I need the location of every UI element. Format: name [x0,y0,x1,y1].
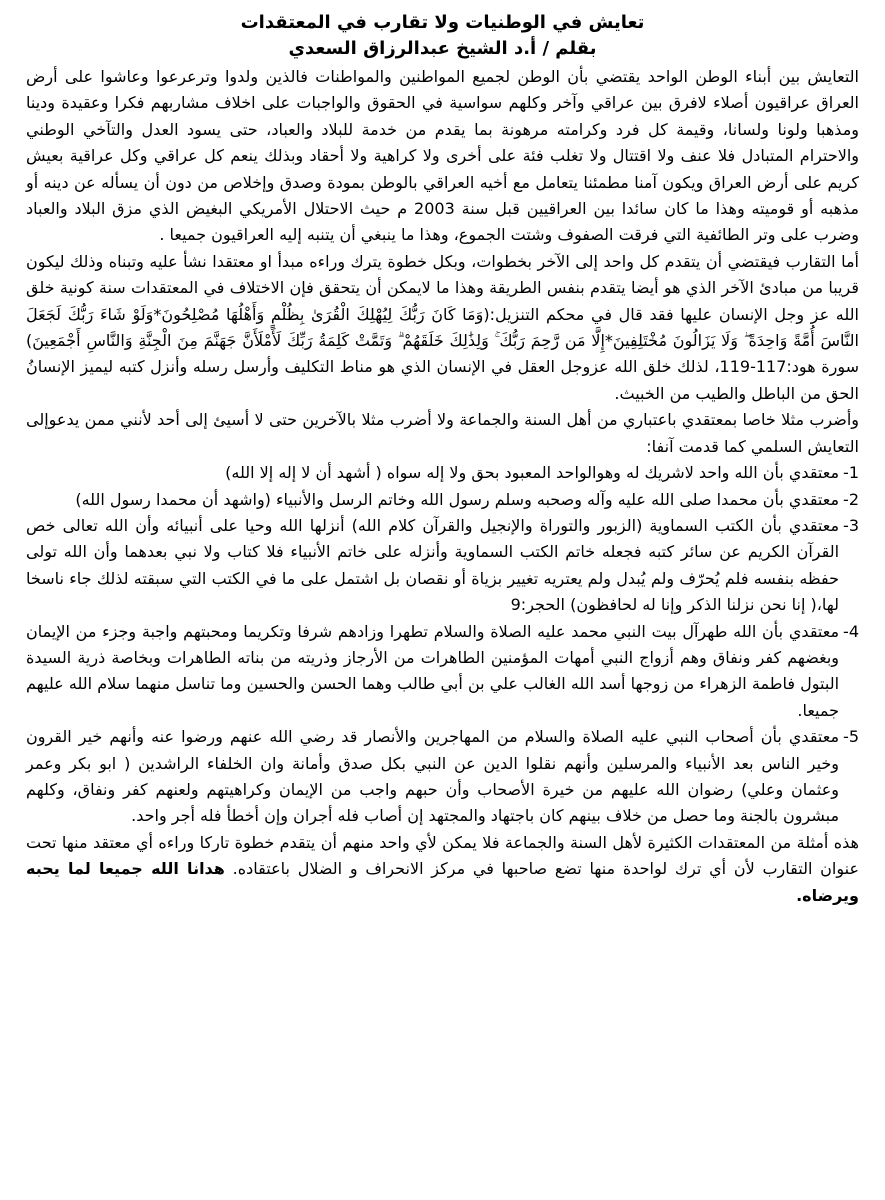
conclusion-text: هذه أمثلة من المعتقدات الكثيرة لأهل السنة والجماعة فلا يمكن لأي واحد منهم أن يتقدم خطوة تاركا وراءه أي معتقد منها تحت عنوان التقارب لأن أي ترك لواحدة منها تضع صاحبها في مركز الانحراف و الضلال باعتقاده. [26,832,859,879]
taqarub-paragraph: أما التقارب فيقتضي أن يتقدم كل واحد إلى الآخر بخطوات، وبكل خطوة يترك وراءه مبدأ او معتقدا نشأ عليه وتبناه وذلك ليكون قريبا من مبادئ الآخر الذي هو أيضا يتقدم بنفس الطريقة وهذا ما لايمكن أن يتحقق فإن الاختلاف في المعتقدات سنة كونية خلق الله عز وجل الإنسان عليها فقد قال في محكم التنزيل:(وَمَا كَانَ رَبُّكَ لِيُهْلِكَ الْقُرَىٰ بِظُلْمٍ وَأَهْلُهَا مُصْلِحُونَ*وَلَوْ شَاءَ رَبُّكَ لَجَعَلَ النَّاسَ أُمَّةً وَاحِدَةً ۖ وَلَا يَزَالُونَ مُخْتَلِفِينَ*إِلَّا مَن رَّحِمَ رَبُّكَ ۚ وَلِذَٰلِكَ خَلَقَهُمْ ۗ وَتَمَّتْ كَلِمَةُ رَبِّكَ لَأَمْلَأَنَّ جَهَنَّمَ مِنَ الْجِنَّةِ وَالنَّاسِ أَجْمَعِينَ) سورة هود:117-119، لذلك خلق الله عزوجل العقل في الإنسان الذي هو مناط التكليف وأرسل رسله وأنزل كتبه ليميز الإنسانُ الحق من الباطل والطيب من الخبيث. [26,251,860,403]
beliefs-list [26,460,859,830]
belief-text: معتقدي بأن الله واحد لاشريك له وهوالواحد المعبود بحق ولا إله سواه ( أشهد أن لا إله إلا الله) [225,463,840,483]
belief-item-2 [26,487,859,513]
belief-text: معتقدي بأن الكتب السماوية (الزبور والتوراة والإنجيل والقرآن كلام الله) أنزلها الله وحيا على أنبيائه وأن الله تعالى خص القرآن الكريم عن سائر كتبه فجعله خاتم الكتب السماوية وأنزله على خاتم الأنبياء فلا كتاب ولا نبي بعدهما وأن الله تولى حفظه بنفسه فلم يُحرّف ولم يُبدل ولم يعتريه تغيير بزياة أو نقصان بل اشتمل على ما في الكتب التي سبقته لذلك جاء ناسخا لها،( إنا نحن نزلنا الذكر وإنا له لحافظون) الحجر:9 [26,515,840,615]
article-title: تعايش في الوطنيات ولا تقارب في المعتقدات [240,12,645,33]
belief-number: 1- [843,463,859,483]
intro-paragraph: التعايش بين أبناء الوطن الواحد يقتضي بأن الوطن لجميع المواطنين والمواطنات فالذين ولدوا وترعرعوا وعاشوا على أرض العراق عراقيون أصلاء لافرق بين عراقي وآخر وكلهم سواسية في الحقوق والواجبات على اخلاف مشاربهم فكرا وعقيدة ودينا ومذهبا ولونا ولسانا، وقيمة كل فرد وكرامته مرهونة بما يقدم من خدمة للبلاد والعباد، حتى يسود العدل والتآخي الوطني والاحترام المتبادل فلا عنف ولا اقتتال ولا تغلب فئة على أخرى ولا كراهية ولا أحقاد وبذلك ينعم كل عراقي وكل عراقية بعيش كريم على أرض العراق ويكون آمنا مطمئنا يتعامل مع أخيه العراقي بالوطن بمودة وصدق وإخلاص من دون أن يسأله عن دينه أو مذهبه أو قوميته وهذا ما كان سائدا بين العراقيين قبل سنة 2003 م حيث الاحتلال الأمريكي البغيض الذي مزق البلاد والعباد وضرب على وتر الطائفية التي فرقت الصفوف وشتت الجموع، وهذا ما ينبغي أن يتنبه إليه العراقيون جميعا . [26,67,859,245]
belief-item-3 [26,513,859,619]
belief-number: 5- [843,727,859,747]
belief-number: 4- [843,621,859,641]
belief-item-5 [26,724,859,830]
conclusion-paragraph [26,830,859,909]
belief-number: 2- [843,489,859,509]
example-intro-paragraph: وأضرب مثلا خاصا بمعتقدي باعتباري من أهل السنة والجماعة ولا أضرب مثلا بالآخرين حتى لا أسيئ إلى أحد لأنني ممن يدعوإلى التعايش السلمي كما قدمت آنفا: [26,410,859,456]
belief-item-4 [26,619,859,725]
closing-prayer: هدانا الله جميعا لما يحبه ويرضاه. [26,859,859,905]
belief-number: 3- [843,515,859,535]
article-body [26,64,859,909]
belief-text: معتقدي بأن محمدا صلى الله عليه وآله وصحبه وسلم رسول الله وخاتم الرسل والأنبياء (واشهد أن محمدا رسول الله) [75,489,840,509]
belief-item-1 [26,460,859,486]
author-byline: بقلم / أ.د الشيخ عبدالرزاق السعدي [288,38,597,59]
belief-text: معتقدي بأن الله طهرآل بيت النبي محمد عليه الصلاة والسلام تطهرا وزادهم شرفا وتكريما ومحبتهم واجبة وجزء من الإيمان وبغضهم كفر ونفاق وهم أزواج النبي أمهات المؤمنين الطاهرات من الأرجاز وذريته من بناته الطاهرات وبخاصة ذرية السيدة البتول فاطمة الزهراء من زوجها أسد الله الغالب علي بن أبي طالب وهما الحسن والحسين وما تناسل منهما سلام الله عليهم جميعا. [26,621,840,720]
belief-text: معتقدي بأن أصحاب النبي عليه الصلاة والسلام من المهاجرين والأنصار قد رضي الله عنهم ورضوا عنه وأنهم خير القرون وخير الناس بعد الأنبياء والمرسلين وأنهم نقلوا الدين عن النبي بكل صدق وأمانة وان الخلفاء الراشدين ( ابو بكر وعمر وعثمان وعلي) رضوان الله عليهم من خيرة الأصحاب وأن حبهم واجب من الإيمان وكراهيتهم ولعنهم كفر ونفاق، وكلهم مبشرون بالجنة وما حصل من خلاف بينهم كان باجتهاد والمجتهد إن أصاب فله أجران وإن أخطأ فله أجر واحد. [26,727,840,826]
